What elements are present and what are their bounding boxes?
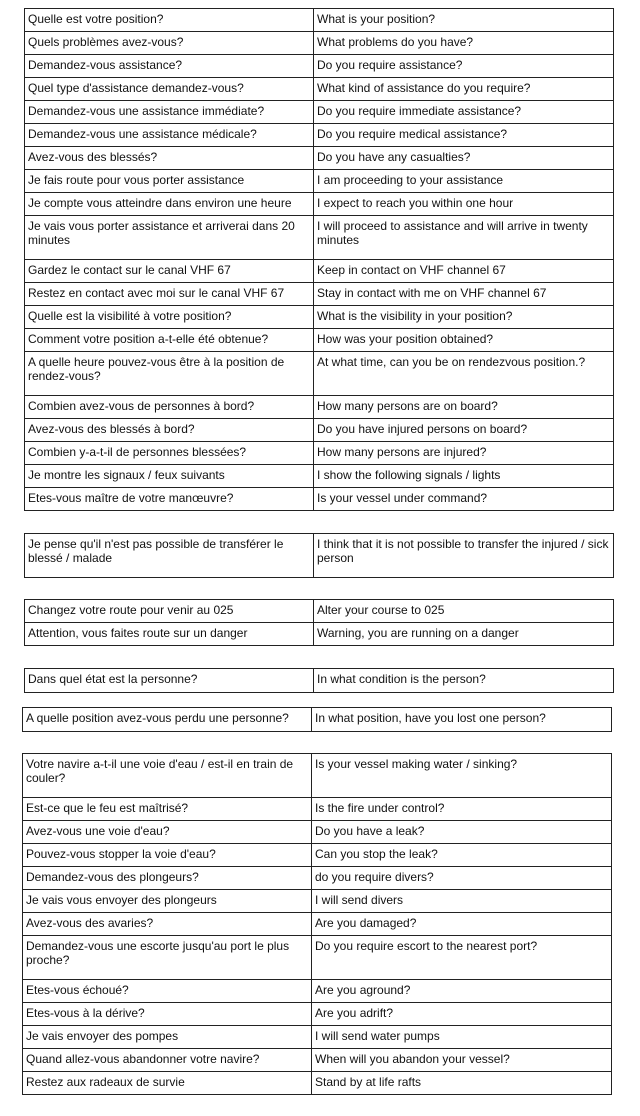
table-row <box>25 623 614 646</box>
french-phrase: Demandez-vous une assistance immédiate? <box>25 101 314 124</box>
french-phrase: Changez votre route pour venir au 025 <box>25 600 314 623</box>
table-row <box>25 534 614 578</box>
english-phrase: Do you require assistance? <box>314 55 614 78</box>
english-phrase: Can you stop the leak? <box>312 844 612 867</box>
french-phrase: Je vais vous envoyer des plongeurs <box>23 890 312 913</box>
french-phrase: Quelle est votre position? <box>25 9 314 32</box>
english-phrase: Alter your course to 025 <box>314 600 614 623</box>
table-row <box>23 913 612 936</box>
french-phrase: Je fais route pour vous porter assistance <box>25 170 314 193</box>
table-row <box>25 442 614 465</box>
english-phrase: Do you require immediate assistance? <box>314 101 614 124</box>
table-row <box>25 600 614 623</box>
table-row <box>25 147 614 170</box>
french-phrase: Dans quel état est la personne? <box>25 669 314 693</box>
english-phrase: What is your position? <box>314 9 614 32</box>
english-phrase: Do you require escort to the nearest port? <box>312 936 612 980</box>
english-phrase: Stand by at life rafts <box>312 1072 612 1095</box>
french-phrase: Demandez-vous assistance? <box>25 55 314 78</box>
english-phrase: I think that it is not possible to transfer the injured / sick person <box>314 534 614 578</box>
french-phrase: Votre navire a-t-il une voie d'eau / est-il en train de couler? <box>23 754 312 798</box>
english-phrase: I will send water pumps <box>312 1026 612 1049</box>
table-row <box>25 669 614 693</box>
phrase-table-condition <box>24 668 614 693</box>
french-phrase: Comment votre position a-t-elle été obtenue? <box>25 329 314 352</box>
table-row <box>25 352 614 396</box>
table-row <box>25 216 614 260</box>
phrase-table-lost-person <box>22 707 612 732</box>
english-phrase: When will you abandon your vessel? <box>312 1049 612 1072</box>
table-row <box>25 260 614 283</box>
french-phrase: A quelle heure pouvez-vous être à la position de rendez-vous? <box>25 352 314 396</box>
english-phrase: I am proceeding to your assistance <box>314 170 614 193</box>
english-phrase: Is your vessel making water / sinking? <box>312 754 612 798</box>
english-phrase: Do you have any casualties? <box>314 147 614 170</box>
table-row <box>23 798 612 821</box>
french-phrase: Demandez-vous une assistance médicale? <box>25 124 314 147</box>
table-row <box>25 78 614 101</box>
french-phrase: Quand allez-vous abandonner votre navire? <box>23 1049 312 1072</box>
english-phrase: In what condition is the person? <box>314 669 614 693</box>
french-phrase: Etes-vous à la dérive? <box>23 1003 312 1026</box>
english-phrase: What is the visibility in your position? <box>314 306 614 329</box>
english-phrase: How many persons are on board? <box>314 396 614 419</box>
table-row <box>23 1072 612 1095</box>
phrase-table-damage <box>22 753 612 1095</box>
french-phrase: Etes-vous maître de votre manœuvre? <box>25 488 314 511</box>
english-phrase: How many persons are injured? <box>314 442 614 465</box>
english-phrase: Are you aground? <box>312 980 612 1003</box>
english-phrase: Do you have a leak? <box>312 821 612 844</box>
table-row <box>25 396 614 419</box>
table-row <box>23 1003 612 1026</box>
table-row <box>25 283 614 306</box>
french-phrase: Avez-vous des blessés à bord? <box>25 419 314 442</box>
table-row <box>25 488 614 511</box>
table-row <box>25 101 614 124</box>
table-row <box>23 844 612 867</box>
french-phrase: Je montre les signaux / feux suivants <box>25 465 314 488</box>
french-phrase: Je compte vous atteindre dans environ une heure <box>25 193 314 216</box>
english-phrase: What kind of assistance do you require? <box>314 78 614 101</box>
table-row <box>23 1026 612 1049</box>
french-phrase: Gardez le contact sur le canal VHF 67 <box>25 260 314 283</box>
phrase-table-general <box>24 8 614 511</box>
french-phrase: Avez-vous des avaries? <box>23 913 312 936</box>
french-phrase: Demandez-vous une escorte jusqu'au port le plus proche? <box>23 936 312 980</box>
french-phrase: Attention, vous faites route sur un danger <box>25 623 314 646</box>
french-phrase: Combien avez-vous de personnes à bord? <box>25 396 314 419</box>
english-phrase: I will send divers <box>312 890 612 913</box>
french-phrase: A quelle position avez-vous perdu une personne? <box>23 708 312 732</box>
english-phrase: do you require divers? <box>312 867 612 890</box>
table-row <box>23 754 612 798</box>
french-phrase: Restez en contact avec moi sur le canal VHF 67 <box>25 283 314 306</box>
english-phrase: How was your position obtained? <box>314 329 614 352</box>
english-phrase: At what time, can you be on rendezvous position.? <box>314 352 614 396</box>
table-row <box>23 708 612 732</box>
english-phrase: Keep in contact on VHF channel 67 <box>314 260 614 283</box>
english-phrase: Is the fire under control? <box>312 798 612 821</box>
french-phrase: Avez-vous des blessés? <box>25 147 314 170</box>
french-phrase: Quels problèmes avez-vous? <box>25 32 314 55</box>
table-row <box>23 1049 612 1072</box>
french-phrase: Demandez-vous des plongeurs? <box>23 867 312 890</box>
table-row <box>25 419 614 442</box>
table-row <box>25 465 614 488</box>
french-phrase: Avez-vous une voie d'eau? <box>23 821 312 844</box>
english-phrase: In what position, have you lost one person? <box>312 708 612 732</box>
table-row <box>25 9 614 32</box>
french-phrase: Je vais envoyer des pompes <box>23 1026 312 1049</box>
english-phrase: I will proceed to assistance and will arrive in twenty minutes <box>314 216 614 260</box>
english-phrase: Are you damaged? <box>312 913 612 936</box>
table-row <box>23 980 612 1003</box>
french-phrase: Quel type d'assistance demandez-vous? <box>25 78 314 101</box>
table-row <box>25 124 614 147</box>
french-phrase: Restez aux radeaux de survie <box>23 1072 312 1095</box>
french-phrase: Etes-vous échoué? <box>23 980 312 1003</box>
english-phrase: Stay in contact with me on VHF channel 67 <box>314 283 614 306</box>
english-phrase: I expect to reach you within one hour <box>314 193 614 216</box>
table-row <box>25 55 614 78</box>
table-row <box>23 821 612 844</box>
table-row <box>25 193 614 216</box>
french-phrase: Quelle est la visibilité à votre position? <box>25 306 314 329</box>
table-row <box>23 936 612 980</box>
english-phrase: What problems do you have? <box>314 32 614 55</box>
french-phrase: Est-ce que le feu est maîtrisé? <box>23 798 312 821</box>
phrase-table-course <box>24 599 614 646</box>
english-phrase: Is your vessel under command? <box>314 488 614 511</box>
english-phrase: Warning, you are running on a danger <box>314 623 614 646</box>
english-phrase: I show the following signals / lights <box>314 465 614 488</box>
phrase-table-transfer <box>24 533 614 578</box>
french-phrase: Je vais vous porter assistance et arriverai dans 20 minutes <box>25 216 314 260</box>
table-row <box>25 32 614 55</box>
table-row <box>23 867 612 890</box>
french-phrase: Pouvez-vous stopper la voie d'eau? <box>23 844 312 867</box>
english-phrase: Do you have injured persons on board? <box>314 419 614 442</box>
french-phrase: Combien y-a-t-il de personnes blessées? <box>25 442 314 465</box>
table-row <box>25 170 614 193</box>
table-row <box>25 329 614 352</box>
table-row <box>23 890 612 913</box>
english-phrase: Are you adrift? <box>312 1003 612 1026</box>
table-row <box>25 306 614 329</box>
french-phrase: Je pense qu'il n'est pas possible de transférer le blessé / malade <box>25 534 314 578</box>
english-phrase: Do you require medical assistance? <box>314 124 614 147</box>
